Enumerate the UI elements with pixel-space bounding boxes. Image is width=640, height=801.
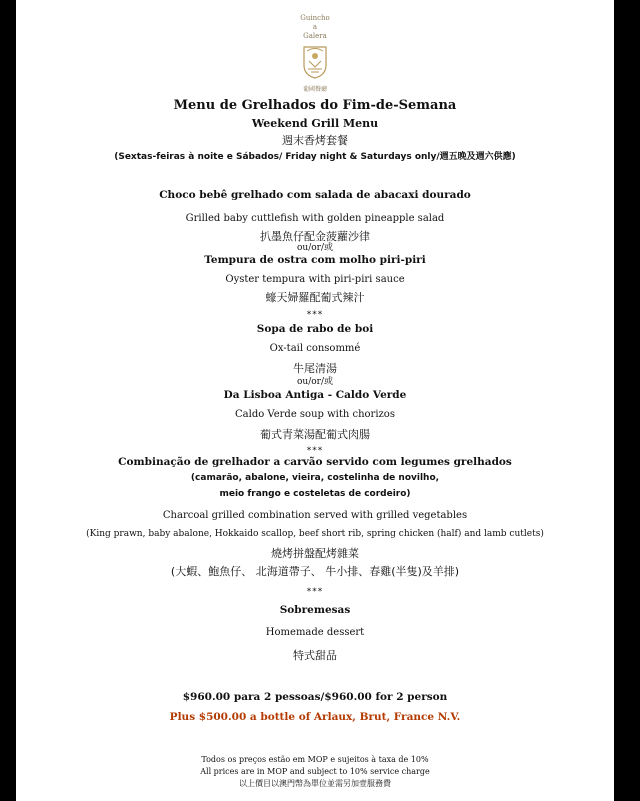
starter-1-en: Grilled baby cuttlefish with golden pineapple salad — [185, 213, 445, 224]
set-price: $960.00 para 2 pessoas/$960.00 for 2 person — [182, 691, 448, 703]
main-course-zh: 燒烤拼盤配烤雜菜 — [271, 547, 359, 560]
course-separator-3: *** — [306, 587, 324, 597]
main-course-zh-detail: (大蝦、鮑魚仔、 北海道帶子、 牛小排、春雞(半隻)及羊排) — [170, 565, 460, 578]
footer-note-en: All prices are in MOP and subject to 10% service charge — [200, 767, 430, 776]
logo-name-line2: a — [312, 23, 318, 31]
course-separator-1: *** — [306, 310, 324, 320]
starter-2-zh: 蠔天婦羅配葡式辣汁 — [265, 291, 365, 304]
soup-1-pt: Sopa de rabo de boi — [256, 323, 374, 335]
soup-1-en: Ox-tail consommé — [269, 343, 361, 354]
main-course-en: Charcoal grilled combination served with grilled vegetables — [162, 510, 468, 521]
starter-2-pt: Tempura de ostra com molho piri-piri — [204, 254, 426, 266]
soup-1-zh: 牛尾清湯 — [293, 362, 337, 375]
restaurant-logo — [285, 14, 345, 93]
menu-title-pt: Menu de Grelhados do Fim-de-Semana — [173, 98, 457, 113]
or-separator-1: ou/or/或 — [296, 243, 333, 253]
footer-note-zh: 以上價目以澳門幣為單位並需另加壹服務費 — [239, 779, 391, 788]
logo-chinese-name: 葡國餐廳 — [302, 86, 327, 93]
starter-1-pt: Choco bebê grelhado com salada de abacaxi dourado — [159, 189, 471, 201]
or-separator-2: ou/or/或 — [296, 377, 333, 387]
menu-title-en: Weekend Grill Menu — [251, 117, 379, 130]
soup-2-en: Caldo Verde soup with chorizos — [235, 409, 395, 420]
main-course-pt-detail-2: meio frango e costeletas de cordeiro) — [219, 489, 411, 499]
main-course-pt-detail-1: (camarão, abalone, vieira, costelinha de novilho, — [190, 473, 440, 483]
logo-name-line3: Galera — [303, 32, 327, 40]
logo-name-line1: Guincho — [300, 14, 330, 22]
soup-2-pt: Da Lisboa Antiga - Caldo Verde — [223, 389, 407, 401]
soup-2-zh: 葡式青菜湯配葡式肉腸 — [260, 428, 370, 441]
main-course-pt: Combinação de grelhador a carvão servido com legumes grelhados — [118, 456, 512, 468]
menu-page — [16, 0, 614, 801]
wine-offer: Plus $500.00 a bottle of Arlaux, Brut, France N.V. — [169, 711, 461, 723]
crest-icon — [302, 43, 328, 79]
footer-note-pt: Todos os preços estão em MOP e sujeitos à taxa de 10% — [201, 755, 429, 764]
starter-1-zh: 扒墨魚仔配金菠蘿沙律 — [260, 230, 370, 243]
starter-2-en: Oyster tempura with piri-piri sauce — [225, 274, 405, 285]
dessert-pt: Sobremesas — [279, 604, 351, 616]
menu-title-zh: 週末香烤套餐 — [282, 134, 348, 147]
dessert-en: Homemade dessert — [265, 627, 365, 638]
main-course-en-detail: (King prawn, baby abalone, Hokkaido scallop, beef short rib, spring chicken (half) and lamb cutlets) — [86, 529, 544, 539]
availability-note: (Sextas-feiras à noite e Sábados/ Friday night & Saturdays only/週五晚及週六供應) — [114, 152, 516, 162]
course-separator-2: *** — [306, 446, 324, 456]
dessert-zh: 特式甜品 — [293, 649, 337, 662]
